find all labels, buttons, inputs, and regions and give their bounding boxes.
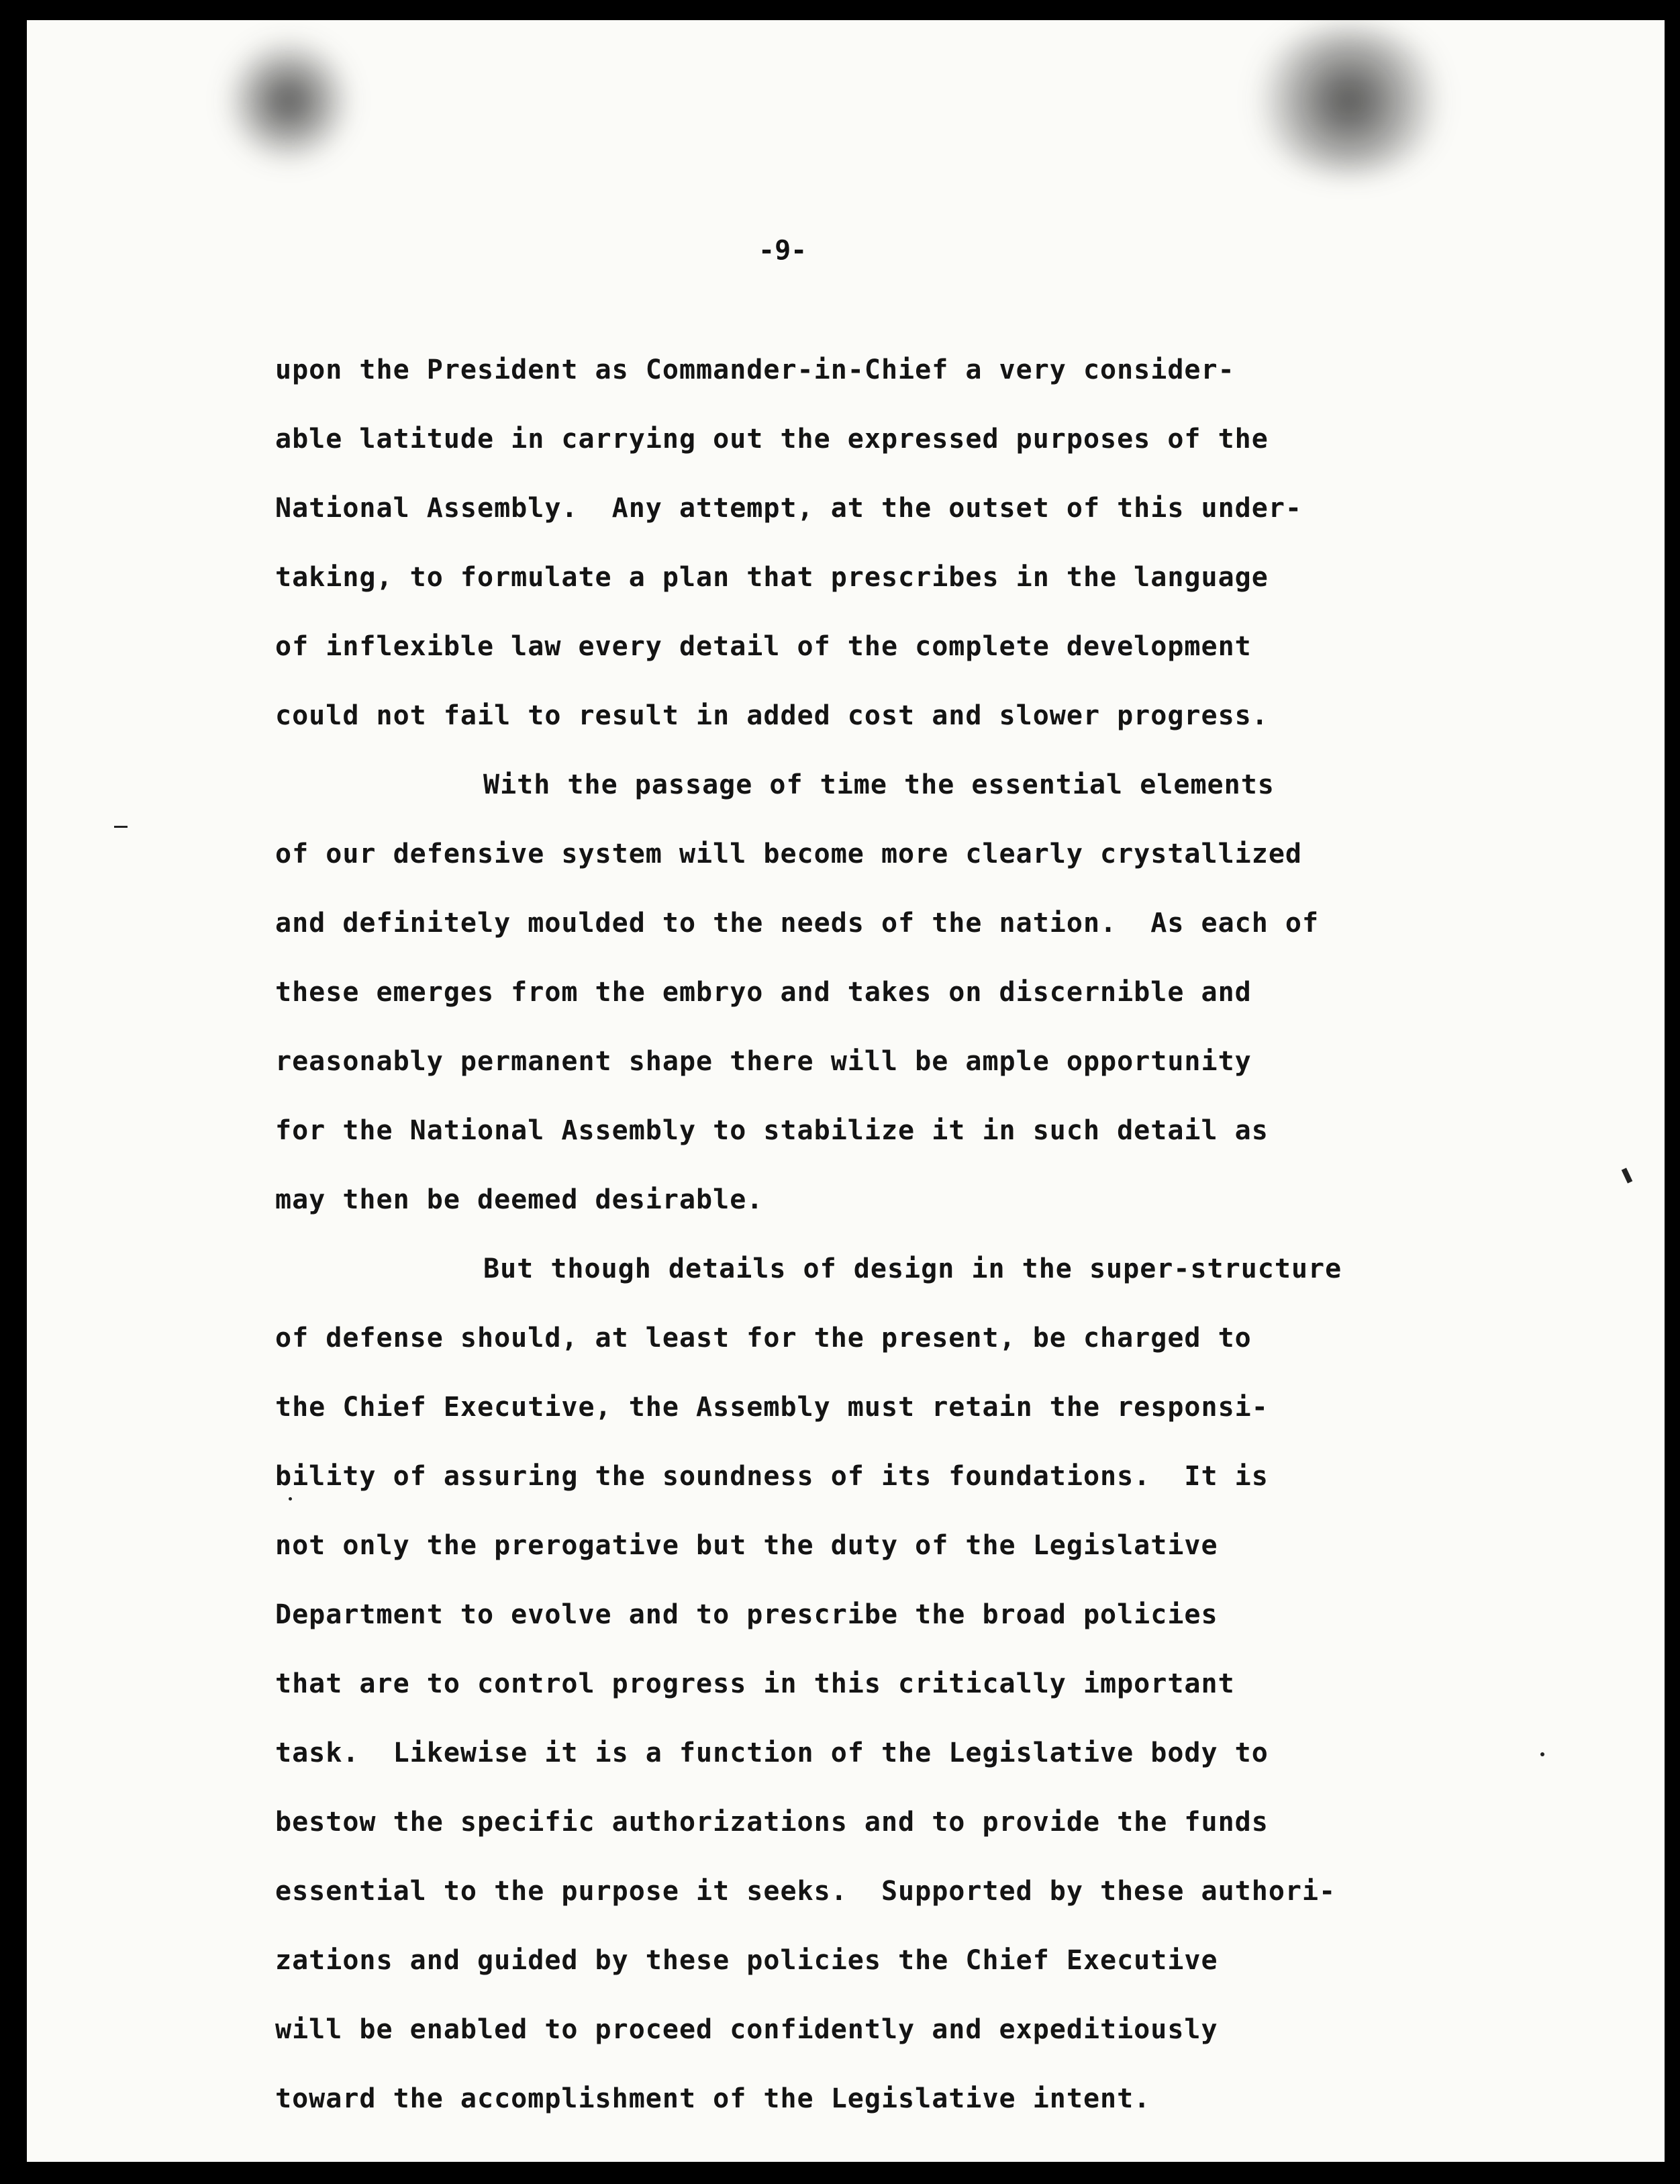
text-line: of defense should, at least for the present, be charged to xyxy=(275,1323,1252,1354)
text-line: could not fail to result in added cost and slower progress. xyxy=(275,700,1269,731)
text-line: for the National Assembly to stabilize it in such detail as xyxy=(275,1115,1269,1146)
text-line: that are to control progress in this critically important xyxy=(275,1668,1235,1699)
ink-smudge xyxy=(1248,27,1450,175)
text-line: able latitude in carrying out the expressed purposes of the xyxy=(275,424,1269,455)
text-line: task. Likewise it is a function of the Legislative body to xyxy=(275,1738,1269,1768)
stray-mark xyxy=(289,1497,292,1501)
paragraph xyxy=(275,1235,1577,2134)
text-line: With the passage of time the essential elements xyxy=(483,769,1275,800)
text-line: of inflexible law every detail of the complete development xyxy=(275,631,1252,662)
text-line: bility of assuring the soundness of its foundations. It is xyxy=(275,1461,1269,1492)
stray-mark xyxy=(1622,1168,1633,1183)
page-number: -9- xyxy=(758,235,807,266)
text-line: zations and guided by these policies the Chief Executive xyxy=(275,1945,1218,1976)
text-line: and definitely moulded to the needs of the nation. As each of xyxy=(275,908,1320,939)
text-line: will be enabled to proceed confidently and expeditiously xyxy=(275,2014,1218,2045)
ink-smudge xyxy=(228,40,349,161)
stray-mark xyxy=(114,826,128,828)
text-line: these emerges from the embryo and takes on discernible and xyxy=(275,977,1252,1008)
stray-mark xyxy=(1540,1752,1544,1756)
text-line: the Chief Executive, the Assembly must retain the responsi- xyxy=(275,1392,1269,1423)
document-page xyxy=(27,20,1665,2162)
body-text xyxy=(275,336,1577,2134)
text-line: upon the President as Commander-in-Chief a very consider- xyxy=(275,354,1235,385)
text-line: not only the prerogative but the duty of the Legislative xyxy=(275,1530,1218,1561)
text-line: may then be deemed desirable. xyxy=(275,1184,764,1215)
text-line: reasonably permanent shape there will be ample opportunity xyxy=(275,1046,1252,1077)
text-line: essential to the purpose it seeks. Supported by these authori- xyxy=(275,1876,1336,1907)
text-line: toward the accomplishment of the Legislative intent. xyxy=(275,2083,1151,2114)
text-line: taking, to formulate a plan that prescribes in the language xyxy=(275,562,1269,593)
paragraph xyxy=(275,336,1577,751)
text-line: But though details of design in the super-structure xyxy=(483,1253,1342,1284)
paragraph xyxy=(275,751,1577,1235)
text-line: of our defensive system will become more clearly crystallized xyxy=(275,839,1303,869)
text-line: National Assembly. Any attempt, at the outset of this under- xyxy=(275,493,1303,524)
text-line: Department to evolve and to prescribe the broad policies xyxy=(275,1599,1218,1630)
text-line: bestow the specific authorizations and to provide the funds xyxy=(275,1807,1269,1838)
